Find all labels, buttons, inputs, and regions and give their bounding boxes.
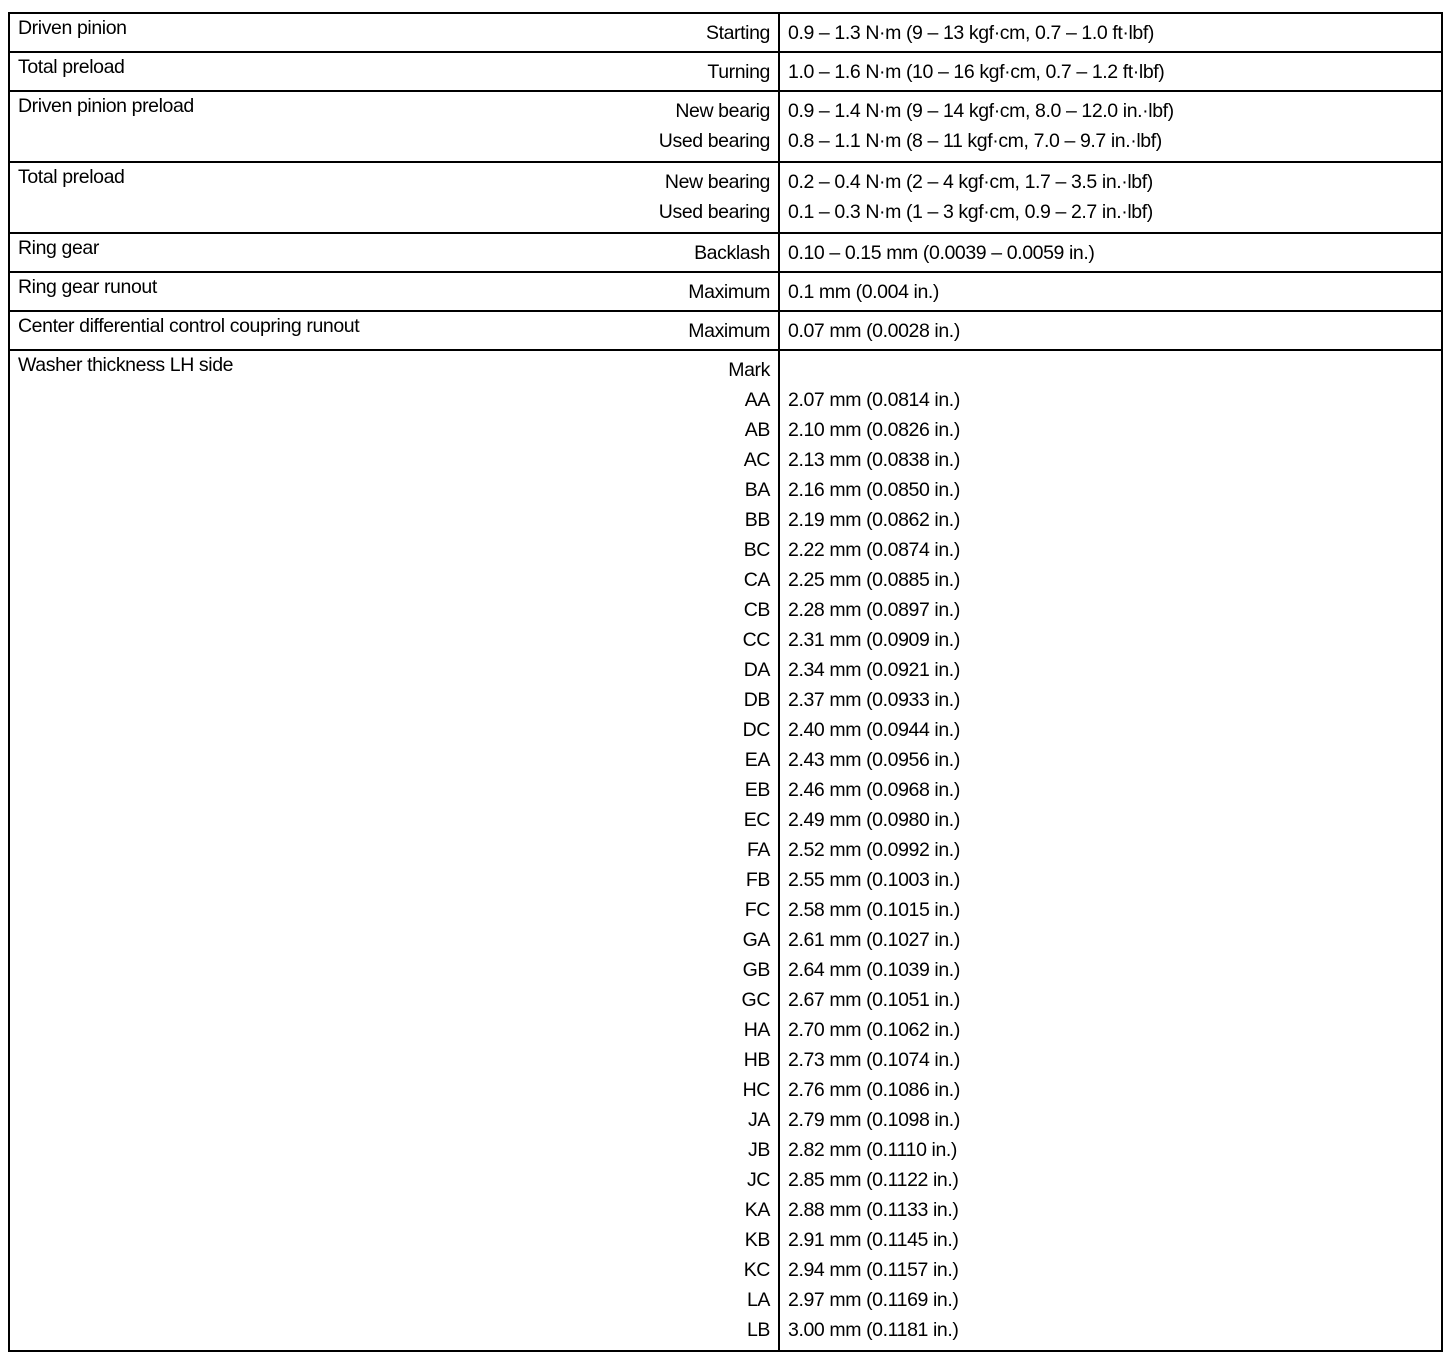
washer-value-cell (779, 350, 1442, 1351)
spec-item-name: Driven pinion preload (18, 95, 194, 117)
washer-mark: HA (743, 1019, 770, 1041)
washer-mark: JB (748, 1139, 770, 1161)
spec-value-cell (779, 233, 1442, 272)
spec-row (9, 13, 1442, 52)
spec-value: 0.10 – 0.15 mm (0.0039 – 0.0059 in.) (788, 242, 1095, 264)
spec-row (9, 311, 1442, 350)
washer-thickness-value: 2.28 mm (0.0897 in.) (788, 599, 960, 621)
spec-item-name: Ring gear (18, 237, 99, 259)
spec-value: 0.1 – 0.3 N·m (1 – 3 kgf·cm, 0.9 – 2.7 in.·lbf) (788, 201, 1153, 223)
spec-value-list (780, 92, 1441, 161)
washer-thickness-value: 2.82 mm (0.1110 in.) (788, 1139, 958, 1161)
washer-mark: CB (743, 599, 770, 621)
spec-value: 0.9 – 1.3 N·m (9 – 13 kgf·cm, 0.7 – 1.0 ft·lbf) (788, 22, 1154, 44)
spec-value-cell (779, 311, 1442, 350)
spec-value-cell (779, 91, 1442, 162)
spec-condition: Backlash (694, 242, 770, 264)
washer-thickness-value: 2.31 mm (0.0909 in.) (788, 629, 960, 651)
spec-condition: Used bearing (658, 201, 770, 223)
washer-thickness-value: 2.52 mm (0.0992 in.) (788, 839, 960, 861)
washer-mark-list (10, 351, 778, 1350)
spec-condition: Starting (705, 22, 770, 44)
spec-item-cell (9, 162, 779, 233)
washer-mark: JA (748, 1109, 770, 1131)
washer-mark: KB (744, 1229, 770, 1251)
spec-item-name: Total preload (18, 56, 125, 78)
washer-mark: CC (742, 629, 770, 651)
washer-thickness-value: 2.34 mm (0.0921 in.) (788, 659, 960, 681)
mark-header-spacer (788, 358, 1441, 388)
washer-thickness-value: 2.40 mm (0.0944 in.) (788, 719, 960, 741)
spec-value: 0.9 – 1.4 N·m (9 – 14 kgf·cm, 8.0 – 12.0 in.·lbf) (788, 100, 1174, 122)
spec-item-name: Total preload (18, 166, 125, 188)
spec-item-cell (9, 91, 779, 162)
spec-value-cell (779, 272, 1442, 311)
washer-thickness-value: 2.13 mm (0.0838 in.) (788, 449, 960, 471)
spec-condition-list (10, 53, 778, 90)
spec-value-list (780, 163, 1441, 232)
washer-thickness-value: 2.16 mm (0.0850 in.) (788, 479, 960, 501)
spec-value: 0.2 – 0.4 N·m (2 – 4 kgf·cm, 1.7 – 3.5 in.·lbf) (788, 171, 1153, 193)
spec-value-cell (779, 162, 1442, 233)
washer-mark: CA (743, 569, 770, 591)
spec-row (9, 162, 1442, 233)
washer-mark: GB (742, 959, 770, 981)
washer-thickness-value: 2.46 mm (0.0968 in.) (788, 779, 960, 801)
washer-mark: LB (746, 1319, 770, 1341)
spec-row (9, 233, 1442, 272)
washer-mark: EA (744, 749, 770, 771)
spec-item-cell (9, 233, 779, 272)
washer-thickness-value: 2.25 mm (0.0885 in.) (788, 569, 960, 591)
washer-mark: FA (746, 839, 770, 861)
washer-item-name: Washer thickness LH side (18, 354, 234, 376)
washer-thickness-value: 2.61 mm (0.1027 in.) (788, 929, 960, 951)
spec-item-cell (9, 13, 779, 52)
washer-thickness-value: 2.85 mm (0.1122 in.) (788, 1169, 959, 1191)
washer-thickness-value: 2.37 mm (0.0933 in.) (788, 689, 960, 711)
washer-value-list (780, 351, 1441, 1350)
spec-table (8, 12, 1443, 1352)
spec-condition: Maximum (688, 281, 770, 303)
washer-thickness-value: 3.00 mm (0.1181 in.) (788, 1319, 959, 1341)
washer-thickness-value: 2.67 mm (0.1051 in.) (788, 989, 960, 1011)
washer-thickness-value: 2.19 mm (0.0862 in.) (788, 509, 960, 531)
spec-value-list (780, 53, 1441, 90)
spec-condition-list (10, 234, 778, 271)
washer-thickness-value: 2.79 mm (0.1098 in.) (788, 1109, 960, 1131)
washer-mark: EB (744, 779, 770, 801)
washer-thickness-value: 2.55 mm (0.1003 in.) (788, 869, 960, 891)
washer-mark: DC (742, 719, 770, 741)
spec-item-cell (9, 52, 779, 91)
washer-mark: BB (744, 509, 770, 531)
washer-mark: EC (743, 809, 770, 831)
washer-thickness-value: 2.70 mm (0.1062 in.) (788, 1019, 960, 1041)
washer-thickness-value: 2.64 mm (0.1039 in.) (788, 959, 960, 981)
washer-mark: AA (744, 389, 770, 411)
spec-value-list (780, 14, 1441, 51)
spec-value-cell (779, 52, 1442, 91)
mark-header: Mark (728, 359, 770, 381)
spec-item-name: Ring gear runout (18, 276, 157, 298)
washer-thickness-value: 2.76 mm (0.1086 in.) (788, 1079, 960, 1101)
spec-condition: New bearing (664, 171, 770, 193)
spec-value-list (780, 234, 1441, 271)
washer-thickness-value: 2.58 mm (0.1015 in.) (788, 899, 960, 921)
washer-thickness-value: 2.91 mm (0.1145 in.) (788, 1229, 959, 1251)
washer-thickness-value: 2.49 mm (0.0980 in.) (788, 809, 960, 831)
washer-item-cell (9, 350, 779, 1351)
spec-row (9, 272, 1442, 311)
washer-mark: FB (745, 869, 770, 891)
washer-mark: HC (742, 1079, 770, 1101)
washer-thickness-value: 2.88 mm (0.1133 in.) (788, 1199, 959, 1221)
washer-thickness-value: 2.43 mm (0.0956 in.) (788, 749, 960, 771)
washer-thickness-value: 2.07 mm (0.0814 in.) (788, 389, 960, 411)
spec-value-cell (779, 13, 1442, 52)
washer-mark: BA (744, 479, 770, 501)
washer-mark: GC (741, 989, 770, 1011)
spec-item-name: Center differential control coupring runout (18, 315, 360, 337)
spec-condition-list (10, 163, 778, 232)
spec-condition: Turning (707, 61, 770, 83)
spec-item-name: Driven pinion (18, 17, 127, 39)
spec-condition: New bearig (675, 100, 770, 122)
washer-mark: DA (743, 659, 770, 681)
washer-mark: DB (743, 689, 770, 711)
spec-item-cell (9, 311, 779, 350)
washer-mark: AC (743, 449, 770, 471)
spec-value: 0.07 mm (0.0028 in.) (788, 320, 960, 342)
spec-row (9, 91, 1442, 162)
washer-thickness-value: 2.94 mm (0.1157 in.) (788, 1259, 959, 1281)
washer-mark: BC (743, 539, 770, 561)
spec-condition: Used bearing (658, 130, 770, 152)
spec-value: 1.0 – 1.6 N·m (10 – 16 kgf·cm, 0.7 – 1.2 ft·lbf) (788, 61, 1165, 83)
washer-thickness-value: 2.10 mm (0.0826 in.) (788, 419, 960, 441)
spec-item-cell (9, 272, 779, 311)
spec-value: 0.8 – 1.1 N·m (8 – 11 kgf·cm, 7.0 – 9.7 in.·lbf) (788, 130, 1162, 152)
washer-mark: LA (746, 1289, 770, 1311)
washer-thickness-value: 2.73 mm (0.1074 in.) (788, 1049, 960, 1071)
washer-mark: AB (744, 419, 770, 441)
washer-mark: JC (746, 1169, 770, 1191)
washer-mark: HB (743, 1049, 770, 1071)
washer-thickness-value: 2.97 mm (0.1169 in.) (788, 1289, 959, 1311)
washer-thickness-value: 2.22 mm (0.0874 in.) (788, 539, 960, 561)
spec-row (9, 52, 1442, 91)
spec-condition: Maximum (688, 320, 770, 342)
washer-mark: KA (744, 1199, 770, 1221)
washer-mark: KC (743, 1259, 770, 1281)
spec-value: 0.1 mm (0.004 in.) (788, 281, 940, 303)
spec-table-body (9, 13, 1442, 1351)
spec-value-list (780, 312, 1441, 349)
washer-row (9, 350, 1442, 1351)
washer-mark: GA (742, 929, 770, 951)
spec-value-list (780, 273, 1441, 310)
washer-mark: FC (744, 899, 770, 921)
